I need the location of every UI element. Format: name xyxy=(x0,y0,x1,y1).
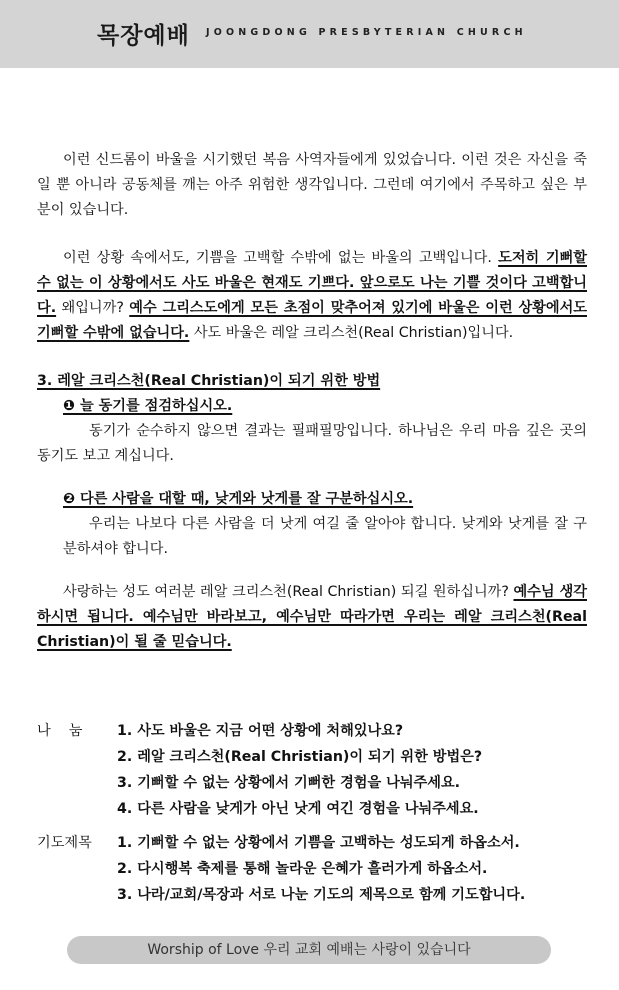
footer-banner: Worship of Love 우리 교회 예배는 사랑이 있습니다 xyxy=(67,936,551,964)
prayer-item-1: 1. 기뻐할 수 없는 상황에서 기쁨을 고백하는 성도되게 하옵소서. xyxy=(117,835,520,851)
paragraph-2-emphasis-1: 도저히 기뻐할 수 없는 이 상황에서도 사도 바울은 현재도 기쁘다. 앞으로도 나는 기쁠 것이다 고백합니다. xyxy=(37,250,587,316)
paragraph-1: 이런 신드롬이 바울을 시기했던 복음 사역자들에게 있었습니다. 이런 것은 자신을 죽일 뿐 아니라 공동체를 깨는 아주 위험한 생각입니다. 그런데 여기에서 주목하고 싶은 부분이 있습니다. xyxy=(37,152,587,218)
sharing-label: 나 눔 xyxy=(37,723,83,739)
point-1-heading-text: ❶ 늘 동기를 점검하십시오. xyxy=(63,398,233,414)
section-3-heading xyxy=(37,369,587,394)
sharing-question-3: 3. 기뻐할 수 없는 상황에서 기뻐한 경험을 나눠주세요. xyxy=(117,775,461,791)
point-1-text: 동기가 순수하지 않으면 결과는 필패필망입니다. 하나님은 우리 마음 깊은 곳의 동기도 보고 계십니다. xyxy=(37,423,587,464)
prayer-section xyxy=(37,830,597,908)
paragraph-2 xyxy=(37,246,587,346)
paragraph-2-part-1: 이런 상황 속에서도, 기쁨을 고백할 수밖에 없는 바울의 고백입니다. xyxy=(63,250,499,266)
paragraph-4 xyxy=(37,580,587,655)
paragraph-2-emphasis-2: 예수 그리스도에게 모든 초점이 맞추어져 있기에 바울은 이런 상황에서도 기뻐할 수밖에 없습니다. xyxy=(37,300,587,341)
header-title: 목장예배 xyxy=(97,23,190,49)
header-subtitle: JOONGDONG PRESBYTERIAN CHURCH xyxy=(206,27,527,38)
paragraph-2-part-3: 왜입니까? xyxy=(56,300,130,316)
point-1-heading xyxy=(63,394,587,419)
prayer-item-2: 2. 다시행복 축제를 통해 놀라운 은혜가 흘러가게 하옵소서. xyxy=(117,861,488,877)
section-3-heading-text: 3. 레알 크리스천(Real Christian)이 되기 위한 방법 xyxy=(37,373,381,389)
point-2-heading xyxy=(63,487,587,512)
prayer-item-3: 3. 나라/교회/목장과 서로 나눈 기도의 제목으로 함께 기도합니다. xyxy=(117,887,526,903)
prayer-label: 기도제목 xyxy=(37,835,92,851)
paragraph-4-emphasis: 예수님 생각하시면 됩니다. 예수님만 바라보고, 예수님만 따라가면 우리는 레알 크리스천(Real Christian)이 될 줄 믿습니다. xyxy=(37,584,587,650)
page-header xyxy=(0,0,619,68)
sharing-question-1: 1. 사도 바울은 지금 어떤 상황에 처해있나요? xyxy=(117,723,404,739)
sharing-question-4: 4. 다른 사람을 낮게가 아닌 낫게 여긴 경험을 나눠주세요. xyxy=(117,801,479,817)
point-2-text: 우리는 나보다 다른 사람을 더 낫게 여길 줄 알아야 합니다. 낮게와 낫게를 잘 구분하셔야 합니다. xyxy=(63,516,587,557)
point-2-heading-text: ❷ 다른 사람을 대할 때, 낮게와 낫게를 잘 구분하십시오. xyxy=(63,491,414,507)
sharing-question-2: 2. 레알 크리스천(Real Christian)이 되기 위한 방법은? xyxy=(117,749,483,765)
paragraph-4-part-1: 사랑하는 성도 여러분 레알 크리스천(Real Christian) 되길 원하십니까? xyxy=(63,584,514,600)
sharing-section xyxy=(37,718,597,822)
paragraph-2-part-5: 사도 바울은 레알 크리스천(Real Christian)입니다. xyxy=(189,325,514,341)
sermon-body xyxy=(37,148,587,678)
